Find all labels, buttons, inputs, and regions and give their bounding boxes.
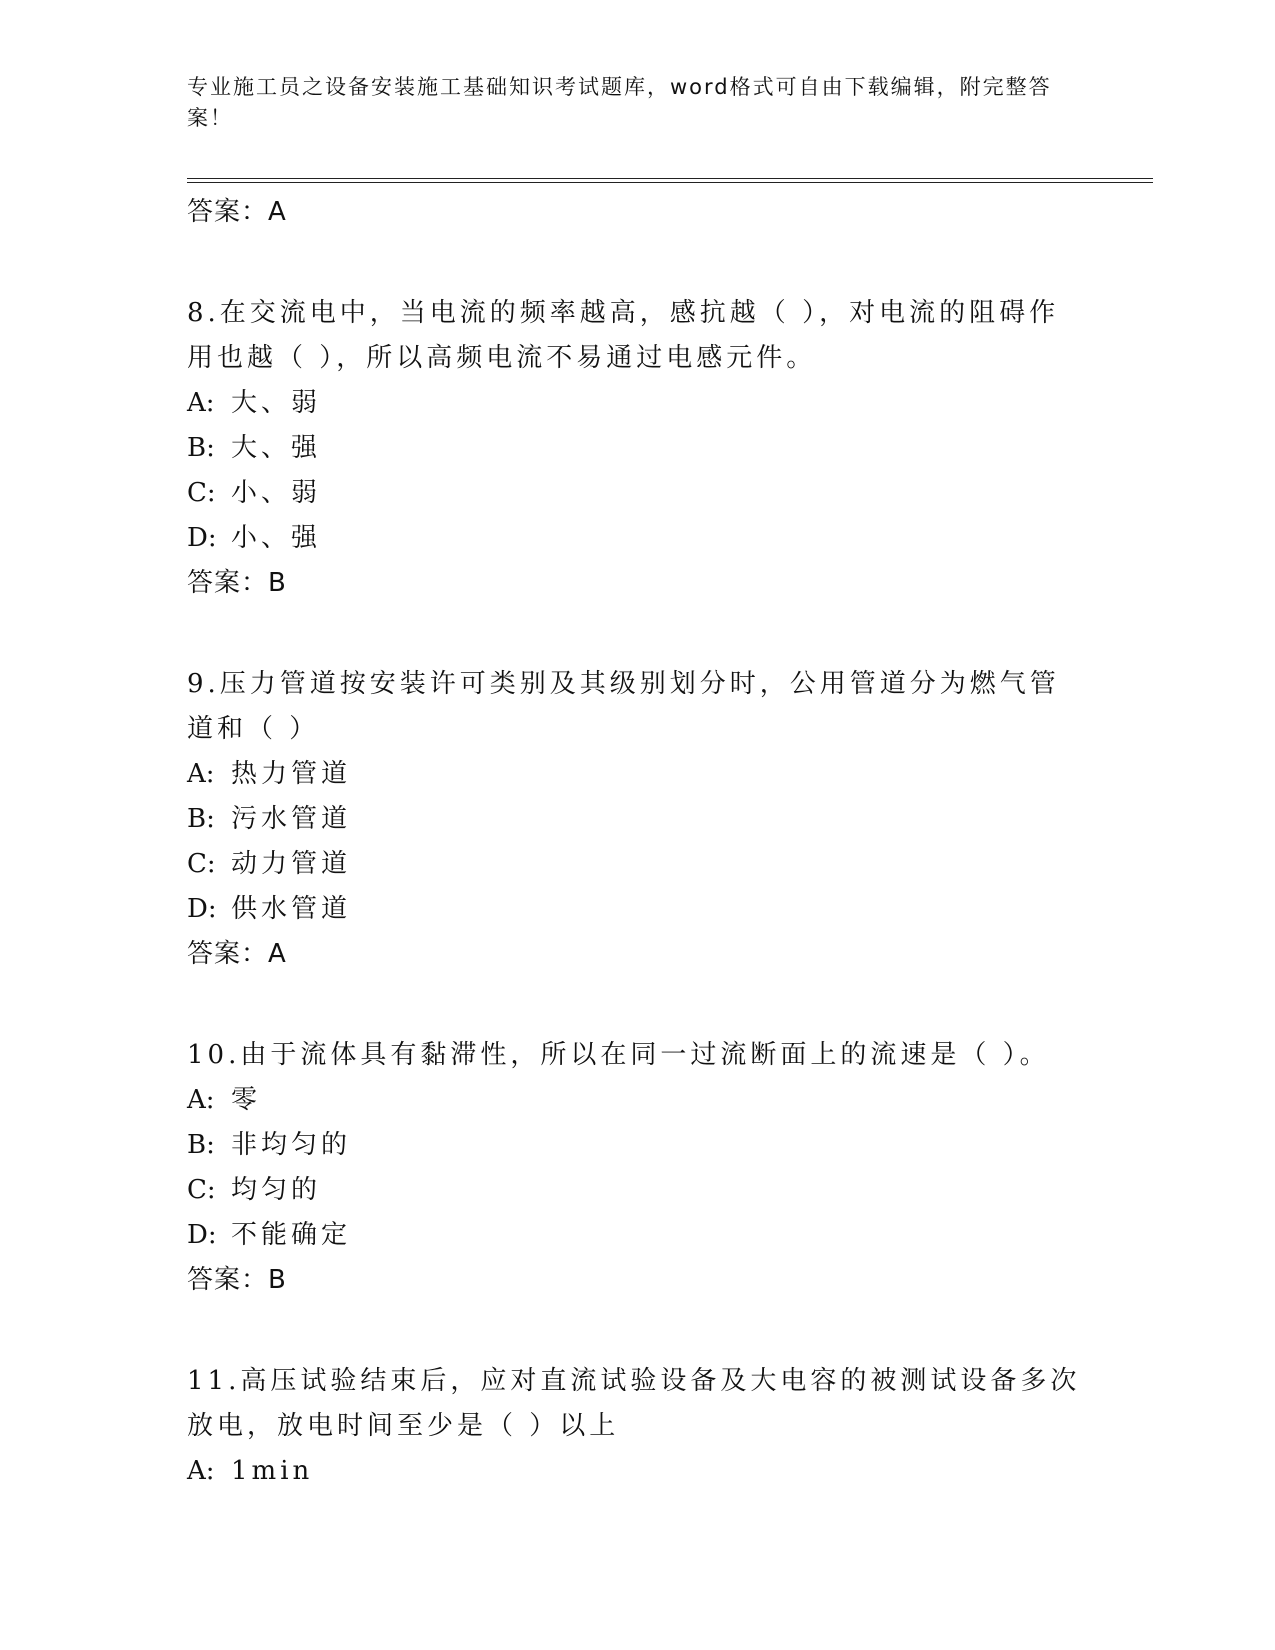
option-text: 1min [231, 1456, 314, 1486]
option-text: 大、强 [231, 433, 322, 463]
question-stem: 11.高压试验结束后，应对直流试验设备及大电容的被测试设备多次放电，放电时间至少是（ ）以上 [187, 1366, 1081, 1441]
option-label: D: [187, 1220, 217, 1250]
option-label: D: [187, 894, 217, 924]
option-label: A: [187, 388, 215, 418]
option-label: B: [187, 1130, 215, 1160]
question-stem: 8.在交流电中，当电流的频率越高，感抗越（ ），对电流的阻碍作用也越（ ），所以高频电流不易通过电感元件。 [187, 298, 1060, 373]
header-divider-bottom [187, 182, 1153, 183]
option-label: C: [187, 1175, 216, 1205]
answer-line: 答案：B [187, 1265, 287, 1295]
question-stem: 9.压力管道按安装许可类别及其级别划分时，公用管道分为燃气管道和（ ） [187, 669, 1060, 744]
option-text: 零 [231, 1085, 262, 1115]
option-label: D: [187, 523, 217, 553]
header-divider-top [187, 178, 1153, 179]
question-list [187, 190, 1087, 1494]
option-label: A: [187, 1085, 215, 1115]
question-block [187, 1033, 1087, 1303]
option-text: 动力管道 [231, 849, 352, 879]
option-b [187, 797, 1087, 842]
option-a [187, 1078, 1087, 1123]
option-a [187, 752, 1087, 797]
option-a [187, 381, 1087, 426]
option-text: 热力管道 [231, 759, 352, 789]
question-stem: 10.由于流体具有黏滞性，所以在同一过流断面上的流速是（ ）。 [187, 1040, 1050, 1070]
option-label: B: [187, 433, 215, 463]
option-label: B: [187, 804, 215, 834]
answer-line: 答案：B [187, 568, 287, 598]
option-text: 非均匀的 [231, 1130, 352, 1160]
option-d [187, 1213, 1087, 1258]
option-a [187, 1449, 1087, 1494]
option-text: 污水管道 [231, 804, 352, 834]
question-block [187, 1359, 1087, 1494]
option-c [187, 471, 1087, 516]
document-header: 专业施工员之设备安装施工基础知识考试题库，word格式可自由下载编辑，附完整答案！ [187, 75, 1052, 130]
answer-line: 答案：A [187, 939, 287, 969]
option-label: A: [187, 1456, 215, 1486]
option-d [187, 516, 1087, 561]
option-d [187, 887, 1087, 932]
option-text: 不能确定 [231, 1220, 352, 1250]
option-text: 小、强 [231, 523, 322, 553]
option-label: C: [187, 478, 216, 508]
option-c [187, 842, 1087, 887]
question-block [187, 291, 1087, 606]
option-text: 小、弱 [231, 478, 322, 508]
option-c [187, 1168, 1087, 1213]
option-label: A: [187, 759, 215, 789]
option-text: 供水管道 [231, 894, 352, 924]
option-b [187, 426, 1087, 471]
option-text: 均匀的 [231, 1175, 322, 1205]
answer-line: 答案：A [187, 197, 287, 227]
option-text: 大、弱 [231, 388, 322, 418]
option-label: C: [187, 849, 216, 879]
option-b [187, 1123, 1087, 1168]
question-block [187, 662, 1087, 977]
